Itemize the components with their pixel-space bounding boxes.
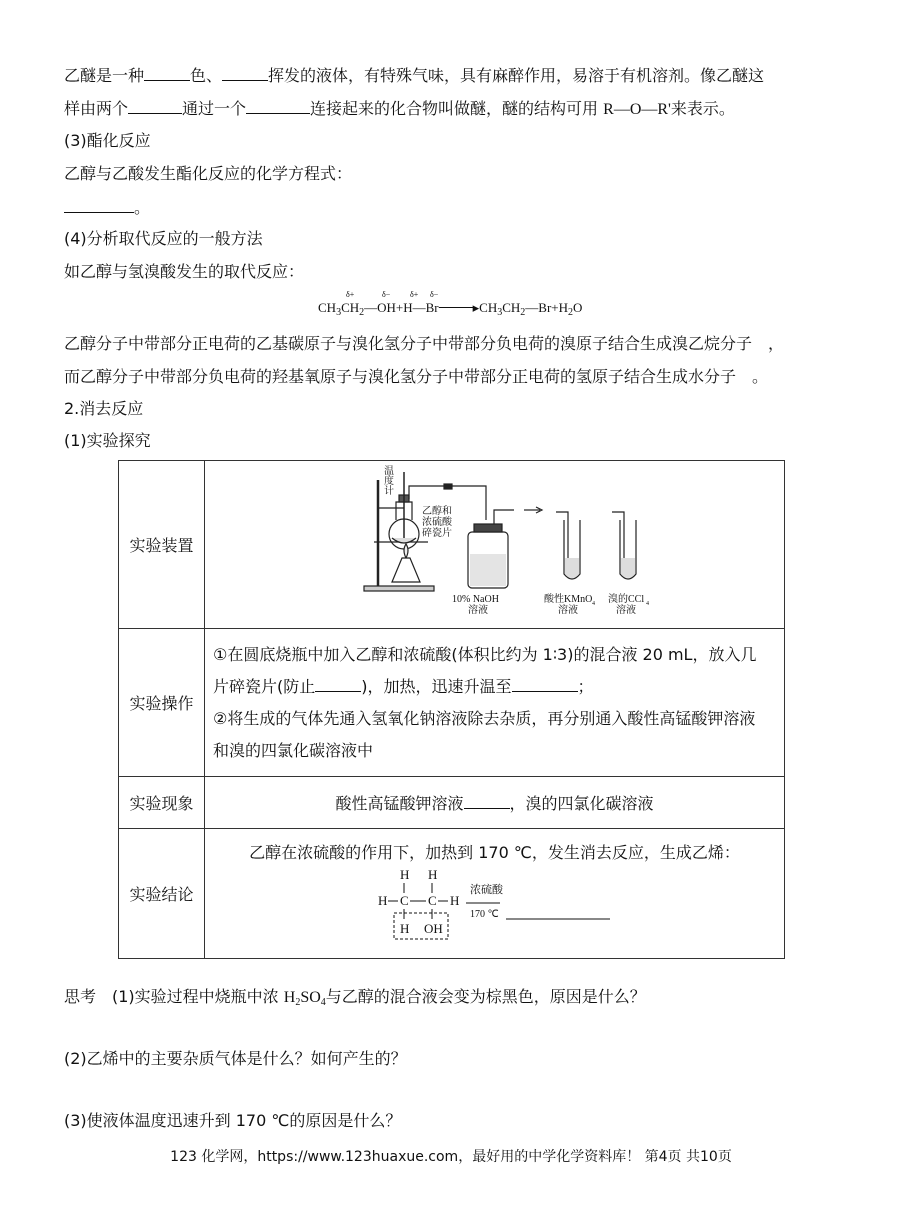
phenomenon-cell: 酸性高锰酸钾溶液 ，溴的四氯化碳溶液 [205, 777, 785, 829]
blank-color[interactable] [144, 64, 190, 81]
row-head-phenomenon: 实验现象 [119, 777, 205, 829]
charge-label: δ− [382, 290, 391, 299]
svg-text:H: H [400, 921, 410, 936]
stand-base [364, 586, 434, 591]
esterification-answer [64, 196, 150, 219]
explanation-1: 乙醇分子中带部分正电荷的乙基碳原子与溴化氢分子中带部分负电荷的溴原子结合生成溴乙烷分子 ， [64, 334, 785, 353]
ether-line-1 [64, 64, 764, 87]
procedure-step-1: ①在圆底烧瓶中加入乙醇和浓硫酸(体积比约为 1∶3)的混合液 20 mL，放入几 [213, 644, 757, 664]
label-thermometer: 计 [384, 486, 394, 497]
label-thermometer: 温 [384, 466, 394, 477]
label-kmno4: 4 [592, 601, 595, 607]
question-3: (3)使液体温度迅速升到 170 ℃的原因是什么？ [64, 1111, 402, 1130]
section-esterification: (3)酯化反应 [64, 131, 151, 150]
wash-bottle-cap [474, 524, 502, 532]
explanation-2: 而乙醇分子中带部分负电荷的羟基氧原子与溴化氢分子中带部分正电荷的氢原子结合生成水分子 。 [64, 367, 769, 386]
text: 连接起来的化合物叫做醚，醚的结构可用 [310, 99, 599, 118]
label-reagent: 乙醇和 [422, 506, 452, 517]
label-ccl4: 溶液 [616, 605, 636, 616]
page-footer: 123 化学网，https://www.123huaxue.com，最好用的中学化学资料库！ 第4页 共10页 [170, 1149, 732, 1165]
conclusion-text: 乙醇在浓硫酸的作用下，加热到 170 ℃，发生消去反应，生成乙烯： [249, 843, 740, 862]
svg-text:C: C [428, 893, 437, 908]
svg-text:H: H [378, 893, 388, 908]
text: 来表示。 [670, 99, 735, 118]
blank-linker[interactable] [246, 97, 310, 114]
alcohol-lamp [392, 558, 420, 582]
text: 挥发的液体，有特殊气味，具有麻醉作用，易溶于有机溶剂。像乙醚这 [268, 66, 765, 85]
blank-phenomenon[interactable] [464, 792, 510, 809]
substitution-intro: 如乙醇与氢溴酸发生的取代反应： [64, 262, 305, 281]
label-reagent: 浓硫酸 [422, 517, 452, 528]
label-ccl4: 4 [646, 601, 649, 607]
charge-label: δ+ [346, 290, 355, 299]
svg-text:H: H [400, 867, 410, 882]
text: 通过一个 [182, 99, 247, 118]
procedure-step-2: ②将生成的气体先通入氢氧化钠溶液除去杂质，再分别通入酸性高锰酸钾溶液 [213, 708, 756, 728]
label-kmno4: 酸性KMnO [544, 594, 593, 605]
blank-volatility[interactable] [222, 64, 268, 81]
section-substitution: (4)分析取代反应的一般方法 [64, 229, 263, 248]
charge-label: δ− [430, 290, 439, 299]
text: 乙醚是一种 [64, 66, 145, 85]
ether-line-2 [64, 97, 735, 121]
blank-groups[interactable] [128, 97, 182, 114]
arrow-icon [439, 307, 473, 308]
svg-text:H: H [428, 867, 438, 882]
label-naoh: 10% NaOH [452, 594, 499, 605]
svg-text:C: C [400, 893, 409, 908]
experiment-table [118, 460, 785, 959]
blank-temperature[interactable] [512, 675, 578, 692]
naoh-solution [470, 554, 506, 586]
svg-text:OH: OH [424, 921, 443, 936]
label-naoh: 溶液 [468, 605, 488, 616]
substitution-equation: $CH_3CH_2—OH+H—Br$ $▸CH_3CH_2—Br+H_2O$ δ+ δ− δ+ δ− [318, 290, 583, 318]
svg-text:H: H [450, 893, 460, 908]
ether-formula: R—O—R' [603, 101, 671, 118]
blank-prevent[interactable] [315, 675, 361, 692]
row-head-procedure: 实验操作 [119, 629, 205, 777]
condition-label: 浓硫酸 [470, 884, 503, 896]
outlet-tube [494, 510, 514, 524]
apparatus-diagram [206, 462, 783, 623]
condition-label: 170 ℃ [470, 909, 499, 920]
section-experiment: (1)实验探究 [64, 431, 151, 450]
label-reagent: 碎瓷片 [422, 528, 452, 539]
text: 色、 [190, 66, 223, 85]
text: 。 [134, 198, 151, 217]
label-ccl4: 溴的CCl [608, 594, 645, 605]
procedure-step-1-cont: 片碎瓷片(防止 )，加热，迅速升温至 ； [213, 676, 594, 696]
blank-equation[interactable] [64, 196, 134, 213]
tube-joint [444, 484, 452, 489]
question-2: (2)乙烯中的主要杂质气体是什么？如何产生的？ [64, 1049, 407, 1068]
question-1: 思考 (1)实验过程中烧瓶中浓 $H_2SO_4$与乙醇的混合液会变为棕黑色，原因是什么？ [64, 987, 646, 1008]
conclusion-cell [205, 829, 785, 959]
row-head-conclusion: 实验结论 [119, 829, 205, 959]
procedure-cell [205, 629, 785, 777]
row-head-apparatus: 实验装置 [119, 461, 205, 629]
charge-label: δ+ [410, 290, 419, 299]
label-thermometer: 度 [384, 476, 394, 487]
esterification-prompt: 乙醇与乙酸发生酯化反应的化学方程式： [64, 164, 353, 183]
section-elimination: 2.消去反应 [64, 399, 144, 418]
label-kmno4: 溶液 [558, 605, 578, 616]
elimination-structure [374, 863, 674, 943]
apparatus-cell [205, 461, 785, 629]
text: 样由两个 [64, 99, 129, 118]
procedure-step-2-cont: 和溴的四氯化碳溶液中 [213, 740, 374, 760]
flame [404, 544, 408, 558]
